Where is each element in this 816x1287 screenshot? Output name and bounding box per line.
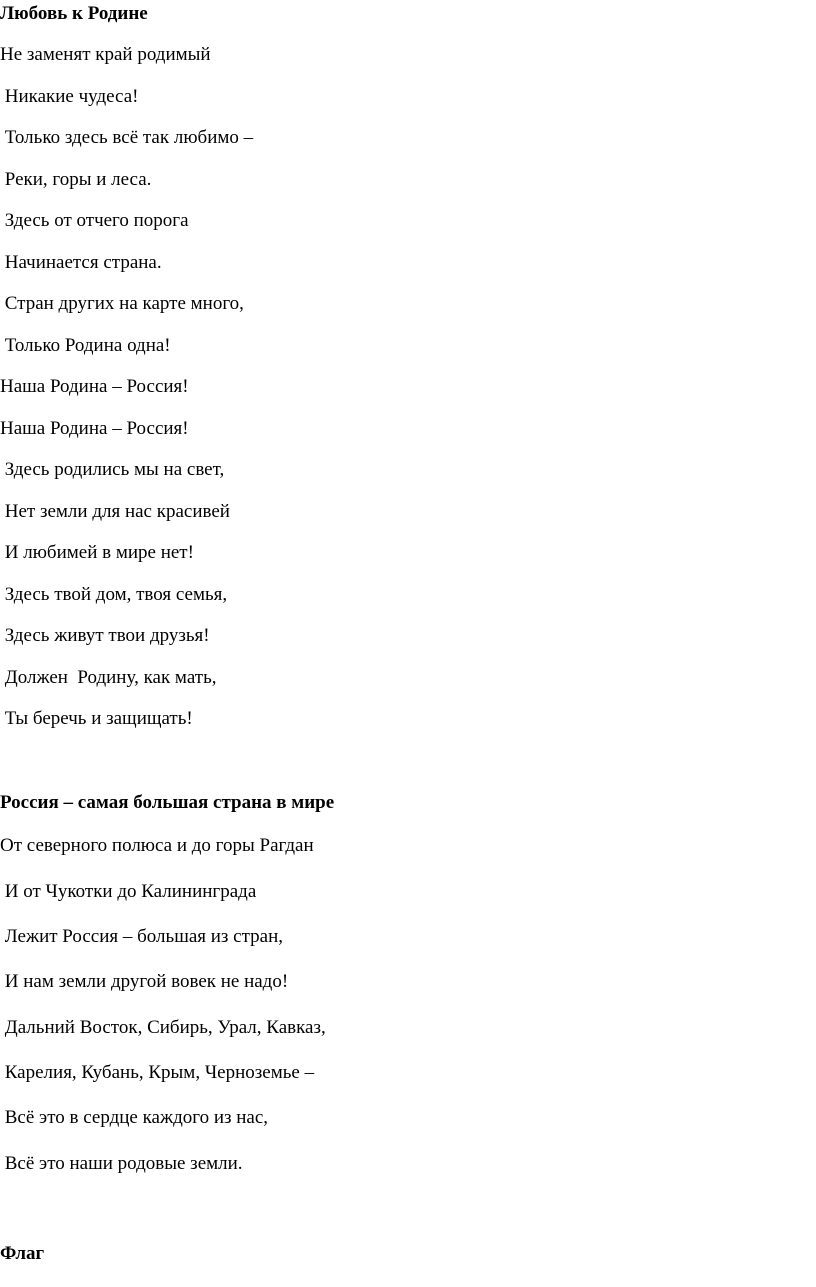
poem-line: Наша Родина – Россия! — [0, 418, 189, 439]
poem-line: Никакие чудеса! — [0, 86, 139, 107]
poem-line: Здесь живут твои друзья! — [0, 625, 210, 646]
poem-line: Не заменят край родимый — [0, 44, 211, 65]
poem-line: Должен Родину, как мать, — [0, 667, 217, 688]
poem-line: Дальний Восток, Сибирь, Урал, Кавказ, — [0, 1017, 326, 1038]
poem-line: Лежит Россия – большая из стран, — [0, 926, 283, 947]
poem-title: Любовь к Родине — [0, 3, 148, 24]
poem-line: От северного полюса и до горы Рагдан — [0, 835, 314, 856]
poem-line: И от Чукотки до Калининграда — [0, 881, 257, 902]
poem-line: Наша Родина – Россия! — [0, 376, 189, 397]
poem-line: Здесь твой дом, твоя семья, — [0, 584, 228, 605]
poem-line: И нам земли другой вовек не надо! — [0, 971, 289, 992]
poem-line: Здесь родились мы на свет, — [0, 459, 225, 480]
poem-line: И любимей в мире нет! — [0, 542, 194, 563]
poem-line: Начинается страна. — [0, 252, 162, 273]
poem-line: Ты беречь и защищать! — [0, 708, 193, 729]
poem-line: Только Родина одна! — [0, 335, 171, 356]
poem-line: Здесь от отчего порога — [0, 210, 189, 231]
poem-line: Всё это наши родовые земли. — [0, 1153, 243, 1174]
poem-line: Нет земли для нас красивей — [0, 501, 230, 522]
poem-line: Реки, горы и леса. — [0, 169, 152, 190]
poem-line: Только здесь всё так любимо – — [0, 127, 254, 148]
poem-line: Карелия, Кубань, Крым, Черноземье – — [0, 1062, 315, 1083]
poem-title: Россия – самая большая страна в мире — [0, 792, 335, 813]
poem-line: Всё это в сердце каждого из нас, — [0, 1107, 269, 1128]
poem-line: Стран других на карте много, — [0, 293, 244, 314]
poem-title: Флаг — [0, 1243, 45, 1264]
